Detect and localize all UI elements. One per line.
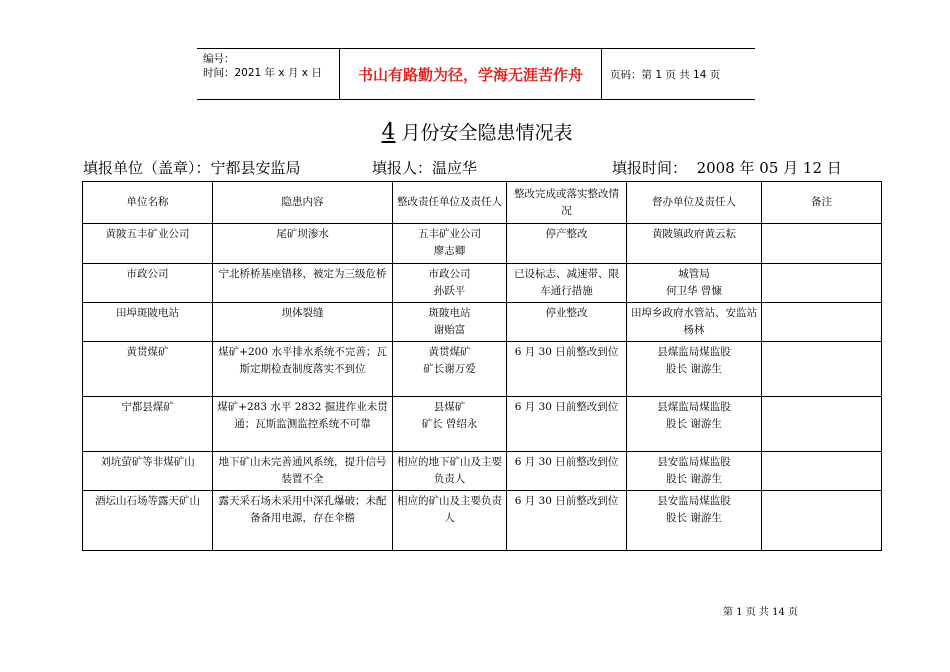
table-row <box>83 224 882 264</box>
table-cell <box>762 264 882 303</box>
table-row <box>83 303 882 342</box>
table-cell: 6 月 30 日前整改到位 <box>507 397 627 452</box>
table-cell: 刘坑萤矿等非煤矿山 <box>83 452 213 491</box>
table-cell: 相应的地下矿山及主要负责人 <box>393 452 507 491</box>
table-cell: 煤矿+200 水平排水系统不完善；瓦斯定期检查制度落实不到位 <box>213 342 393 397</box>
filling-time-value: 2008 年 05 月 12 日 <box>696 159 842 177</box>
motto: 书山有路勤为径，学海无涯苦作舟 <box>340 49 602 99</box>
date-label: 时间：2021 年 x 月 x 日 <box>203 67 322 79</box>
table-cell: 县煤监局煤监股 股长 谢游生 <box>627 397 762 452</box>
filling-time-label: 填报时间： <box>612 159 688 177</box>
table-cell: 露天采石场未采用中深孔爆破；未配备备用电源，存在伞檐 <box>213 491 393 551</box>
table-cell <box>762 342 882 397</box>
page-title <box>0 118 950 145</box>
table-header-row <box>83 182 882 224</box>
table-cell: 地下矿山未完善通风系统，提升信号装置不全 <box>213 452 393 491</box>
filler: 填报人：温应华 <box>372 159 478 177</box>
page-label: 页码：第 1 页 共 14 页 <box>610 68 721 81</box>
table-body <box>83 224 882 551</box>
table-row <box>83 452 882 491</box>
table-cell: 尾矿坝渗水 <box>213 224 393 264</box>
col-header: 整改完成或落实整改情况 <box>507 182 627 224</box>
header-meta <box>197 49 340 99</box>
col-header: 整改责任单位及责任人 <box>393 182 507 224</box>
table-cell: 宁都县煤矿 <box>83 397 213 452</box>
table-cell: 城管局 何卫华 曾慷 <box>627 264 762 303</box>
table-row <box>83 397 882 452</box>
col-header: 隐患内容 <box>213 182 393 224</box>
table-cell: 停产整改 <box>507 224 627 264</box>
col-header: 单位名称 <box>83 182 213 224</box>
table-cell: 坝体裂缝 <box>213 303 393 342</box>
table-cell: 煤矿+283 水平 2832 掘进作业未贯通；瓦斯监测监控系统不可靠 <box>213 397 393 452</box>
document-header <box>197 48 755 100</box>
table-cell: 五丰矿业公司 廖志卿 <box>393 224 507 264</box>
table-cell: 6 月 30 日前整改到位 <box>507 452 627 491</box>
table-cell <box>762 303 882 342</box>
table-cell: 田埠斑陂电站 <box>83 303 213 342</box>
table-row <box>83 342 882 397</box>
page-footer: 第 1 页 共 14 页 <box>723 607 798 618</box>
table-cell: 酒坛山石场等露天矿山 <box>83 491 213 551</box>
filling-time <box>612 157 842 178</box>
table-cell: 停业整改 <box>507 303 627 342</box>
table-cell: 市政公司 孙跃平 <box>393 264 507 303</box>
table-cell: 已设标志、减速带、限车通行措施 <box>507 264 627 303</box>
filling-unit: 填报单位（盖章）：宁都县安监局 <box>83 159 301 177</box>
table-cell: 斑陂电站 谢贻富 <box>393 303 507 342</box>
table-cell: 县安监局煤监股 股长 谢游生 <box>627 452 762 491</box>
table-cell <box>762 452 882 491</box>
title-text: 月份安全隐患情况表 <box>401 122 573 144</box>
table-cell: 黄贯煤矿 <box>83 342 213 397</box>
table-cell: 县煤监局煤监股 股长 谢游生 <box>627 342 762 397</box>
table-cell: 市政公司 <box>83 264 213 303</box>
table-cell <box>762 397 882 452</box>
table-row <box>83 264 882 303</box>
col-header: 备注 <box>762 182 882 224</box>
number-label: 编号： <box>203 53 235 65</box>
table-cell: 田埠乡政府水管站、安监站杨林 <box>627 303 762 342</box>
table-cell: 6 月 30 日前整改到位 <box>507 342 627 397</box>
table-row <box>83 491 882 551</box>
table-cell: 黄贯煤矿 矿长谢万爱 <box>393 342 507 397</box>
table-cell: 县煤矿 矿长 曾绍永 <box>393 397 507 452</box>
table-cell: 黄陂镇政府黄云耘 <box>627 224 762 264</box>
table-cell: 相应的矿山及主要负责人 <box>393 491 507 551</box>
table-cell: 县安监局煤监股 股长 谢游生 <box>627 491 762 551</box>
table-cell: 黄陂五丰矿业公司 <box>83 224 213 264</box>
title-month: 4 <box>381 120 396 145</box>
col-header: 督办单位及责任人 <box>627 182 762 224</box>
table-cell <box>762 224 882 264</box>
hazard-table <box>82 181 882 551</box>
table-cell: 宁北桥桥基座错移，被定为三级危桥 <box>213 264 393 303</box>
table-cell <box>762 491 882 551</box>
table-cell: 6 月 30 日前整改到位 <box>507 491 627 551</box>
